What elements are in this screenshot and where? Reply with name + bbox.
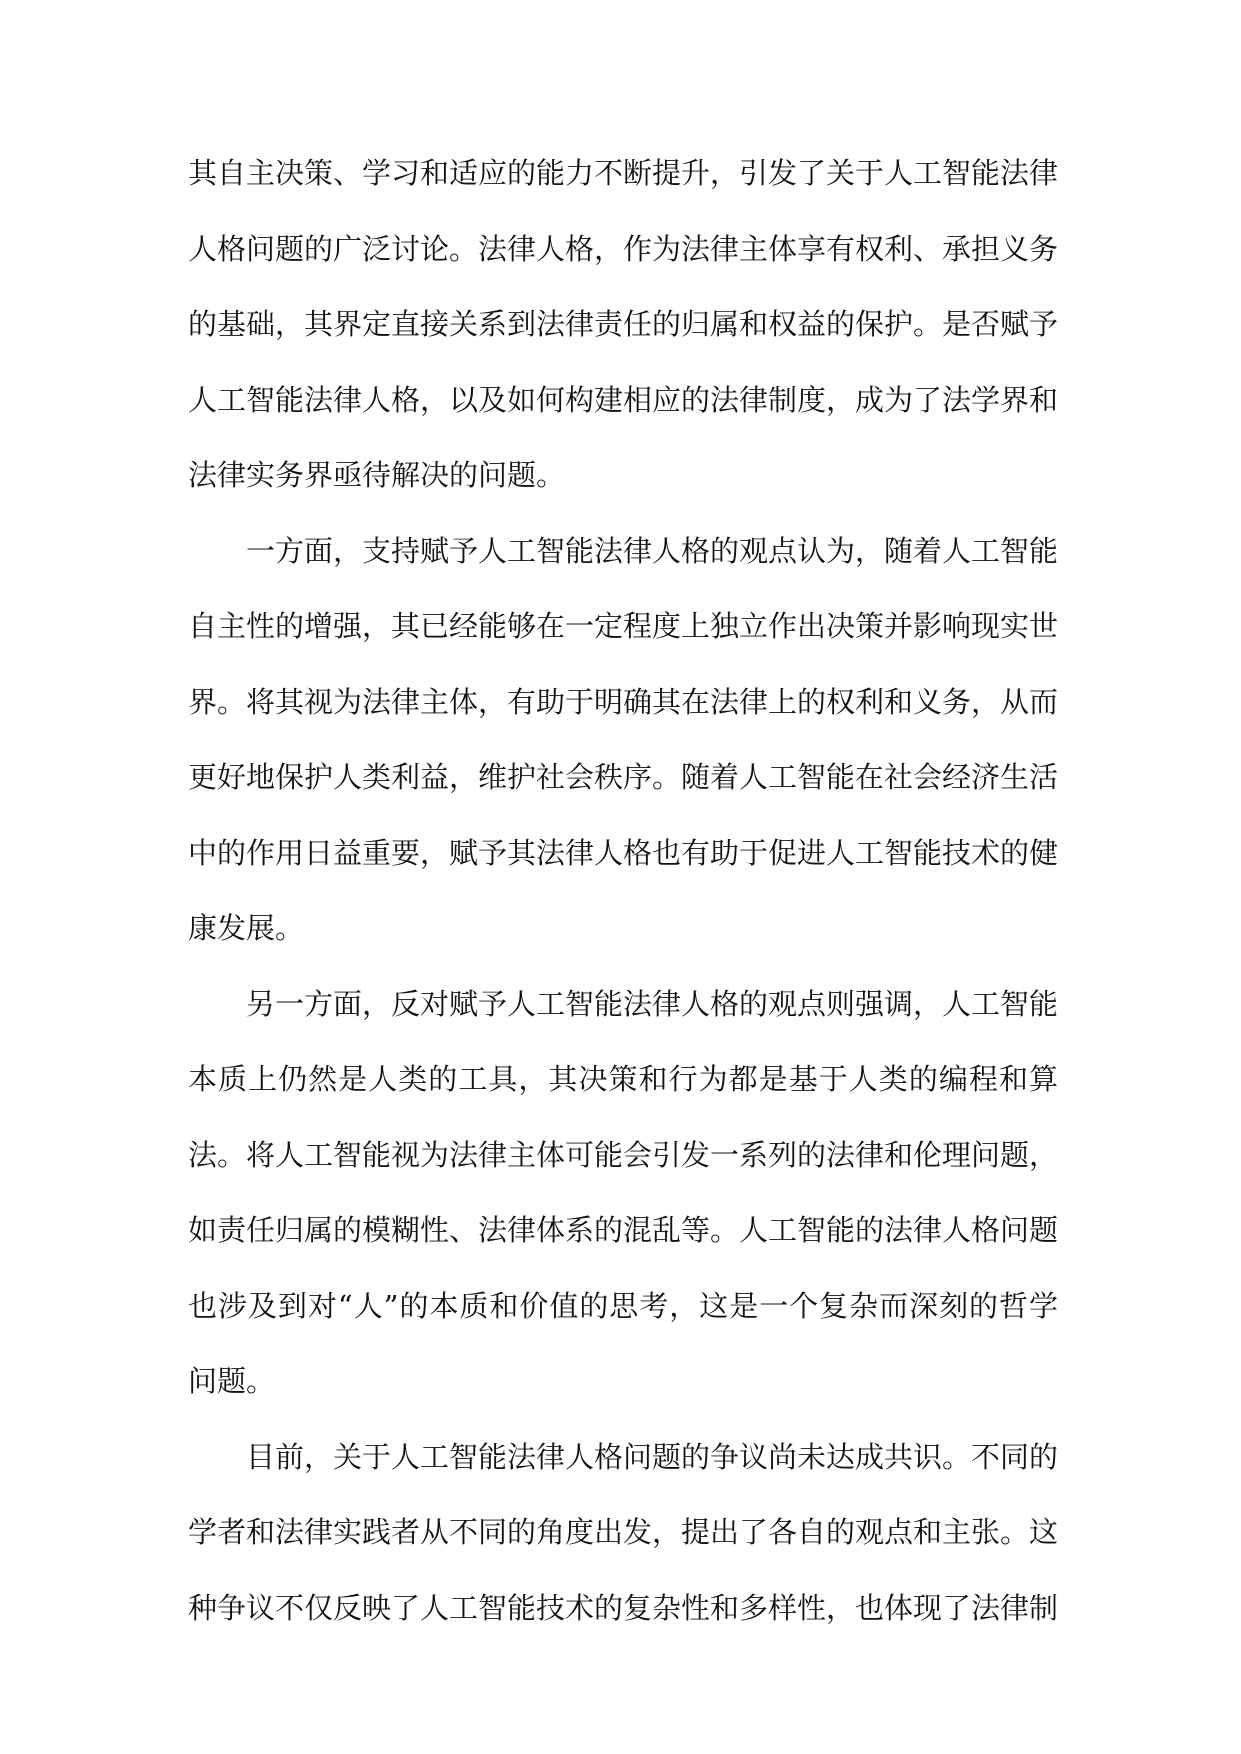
paragraph-3: 另一方面，反对赋予人工智能法律人格的观点则强调，人工智能本质上仍然是人类的工具，其决策和行为都是基于人类的编程和算法。将人工智能视为法律主体可能会引发一系列的法律和伦理问题，如责任归属的模糊性、法律体系的混乱等。人工智能的法律人格问题也涉及到对“人”的本质和价值的思考，这是一个复杂而深刻的哲学问题。 (188, 986, 1059, 1398)
paragraph-1: 其自主决策、学习和适应的能力不断提升，引发了关于人工智能法律人格问题的广泛讨论。法律人格，作为法律主体享有权利、承担义务的基础，其界定直接关系到法律责任的归属和权益的保护。是否赋予人工智能法律人格，以及如何构建相应的法律制度，成为了法学界和法律实务界亟待解决的问题。 (188, 156, 1059, 492)
paragraph-2: 一方面，支持赋予人工智能法律人格的观点认为，随着人工智能自主性的增强，其已经能够在一定程度上独立作出决策并影响现实世界。将其视为法律主体，有助于明确其在法律上的权利和义务，从而更好地保护人类利益，维护社会秩序。随着人工智能在社会经济生活中的作用日益重要，赋予其法律人格也有助于促进人工智能技术的健康发展。 (188, 533, 1059, 945)
document-body (188, 136, 1058, 1646)
paragraph-4: 目前，关于人工智能法律人格问题的争议尚未达成共识。不同的学者和法律实践者从不同的角度出发，提出了各自的观点和主张。这种争议不仅反映了人工智能技术的复杂性和多样性，也体现了法律制 (188, 1439, 1059, 1625)
